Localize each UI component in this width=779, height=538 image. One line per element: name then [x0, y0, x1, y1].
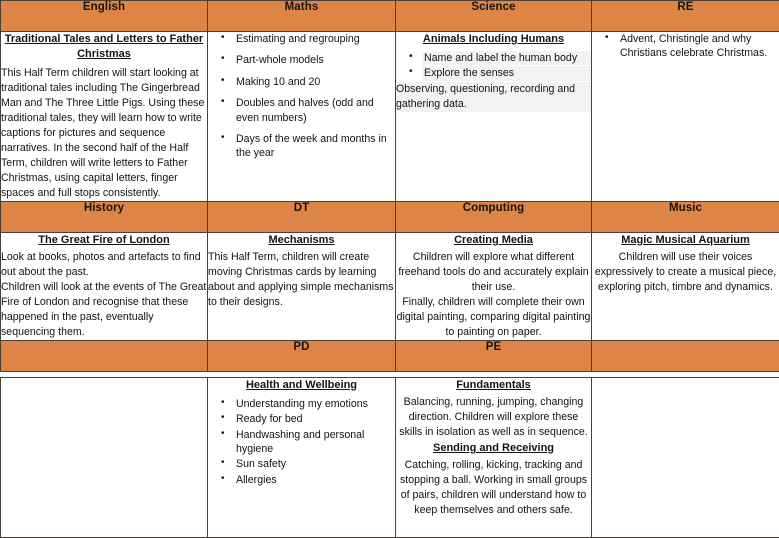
list-item: • Days of the week and months in the year	[234, 132, 395, 161]
cell-science	[396, 32, 592, 202]
content-row-3	[1, 378, 779, 538]
music-paragraph-1: Children will use their voices expressively to create a musical piece, exploring pitch, timbre and dynamics.	[592, 250, 779, 295]
computing-paragraph-2: Finally, children will complete their own digital painting, comparing digital painting to painting on paper.	[396, 295, 591, 340]
science-topic-title: Animals Including Humans	[396, 32, 591, 47]
subject-header-pd: PD	[208, 341, 396, 372]
cell-history	[1, 232, 208, 340]
pd-topic-title: Health and Wellbeing	[208, 378, 395, 393]
cell-re	[592, 32, 779, 202]
computing-paragraph-1: Children will explore what different freehand tools do and accurately explain their use.	[396, 250, 591, 295]
subject-header-dt: DT	[208, 201, 396, 232]
list-item: • Part-whole models	[234, 53, 395, 67]
computing-topic-title: Creating Media	[396, 233, 591, 248]
re-bullet-list	[592, 32, 779, 61]
cell-pd	[208, 378, 396, 538]
cell-pe	[396, 378, 592, 538]
header-row-3	[1, 341, 779, 372]
list-item: • Sun safety	[234, 457, 395, 471]
content-row-2	[1, 232, 779, 340]
blank-left-content	[1, 378, 207, 388]
subject-header-pe: PE	[396, 341, 592, 372]
list-item: • Understanding my emotions	[234, 397, 395, 411]
cell-dt	[208, 232, 396, 340]
list-item: • Ready for bed	[234, 412, 395, 426]
pe-block-sending-receiving	[396, 441, 591, 518]
header-row-1	[1, 1, 779, 32]
list-item: • Making 10 and 20	[234, 75, 395, 89]
music-topic-title: Magic Musical Aquarium	[592, 233, 779, 248]
pe-fundamentals-body: Balancing, running, jumping, changing direction. Children will explore these skills in isolation as well as in sequence.	[396, 395, 591, 440]
english-topic-title: Traditional Tales and Letters to Father Christmas	[1, 32, 207, 62]
science-bullet-list	[396, 51, 591, 81]
pd-bullet-list	[208, 397, 395, 487]
subject-header-re: RE	[592, 1, 779, 32]
pe-sending-receiving-body: Catching, rolling, kicking, tracking and stopping a ball. Working in small groups of pairs, children will understand how to keep themselves and others safe.	[396, 458, 591, 518]
pe-fundamentals-title: Fundamentals	[396, 378, 591, 393]
list-item: • Handwashing and personal hygiene	[234, 428, 395, 457]
subject-header-computing: Computing	[396, 201, 592, 232]
list-item: • Name and label the human body	[422, 51, 591, 65]
english-description: This Half Term children will start looking at traditional tales including The Gingerbread Man and The Three Little Pigs. Using these traditional tales, they will learn how to write captions for pictures and sequence narratives. In the second half of the Half Term, children will write letters to Father Christmas, using capital letters, finger spaces and full stops consistently.	[1, 66, 207, 201]
content-row-1	[1, 32, 779, 202]
cell-music	[592, 232, 779, 340]
subject-header-english: English	[1, 1, 208, 32]
blank-right-content	[592, 378, 779, 388]
subject-header-blank-left	[1, 341, 208, 372]
header-row-2	[1, 201, 779, 232]
history-paragraph-2: Children will look at the events of The Great Fire of London and recognise that these happened in the past, eventually sequencing them.	[1, 280, 207, 340]
subject-header-history: History	[1, 201, 208, 232]
list-item: • Advent, Christingle and why Christians celebrate Christmas.	[618, 32, 779, 61]
list-item: • Estimating and regrouping	[234, 32, 395, 46]
cell-computing	[396, 232, 592, 340]
pe-block-fundamentals	[396, 378, 591, 440]
list-item: • Allergies	[234, 473, 395, 487]
cell-blank-right	[592, 378, 779, 538]
dt-topic-title: Mechanisms	[208, 233, 395, 248]
list-item: • Doubles and halves (odd and even numbers)	[234, 96, 395, 125]
cell-blank-left	[1, 378, 208, 538]
history-paragraph-1: Look at books, photos and artefacts to find out about the past.	[1, 250, 207, 280]
science-note: Observing, questioning, recording and gathering data.	[396, 82, 591, 112]
dt-paragraph-1: This Half Term, children will create moving Christmas cards by learning about and applying simple mechanisms to their designs.	[208, 250, 395, 310]
cell-maths	[208, 32, 396, 202]
subject-header-maths: Maths	[208, 1, 396, 32]
subject-header-science: Science	[396, 1, 592, 32]
cell-english	[1, 32, 208, 202]
list-item: • Explore the senses	[422, 66, 591, 80]
subject-header-music: Music	[592, 201, 779, 232]
pe-sending-receiving-title: Sending and Receiving	[396, 441, 591, 456]
history-topic-title: The Great Fire of London	[1, 233, 207, 248]
maths-bullet-list	[208, 32, 395, 161]
subject-header-blank-right	[592, 341, 779, 372]
